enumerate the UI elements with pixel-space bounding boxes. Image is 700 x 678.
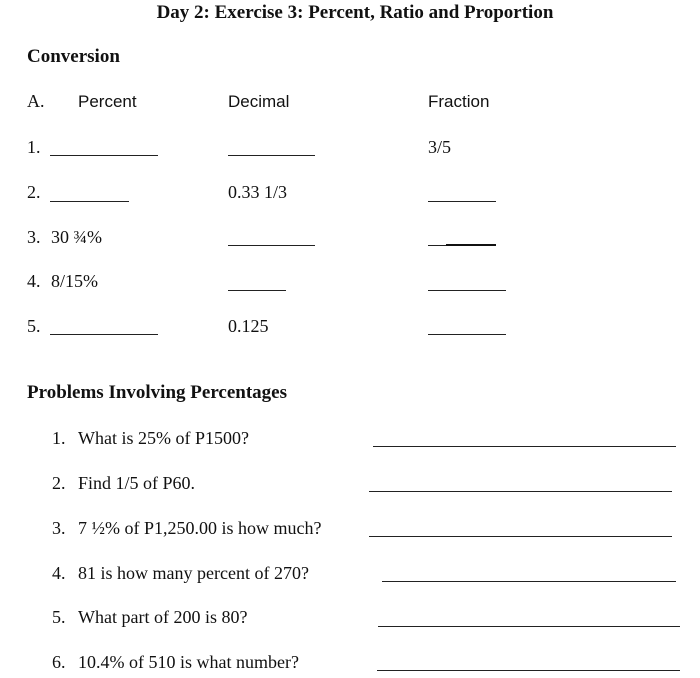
percent-answer-blank[interactable]: [50, 334, 158, 335]
problem-text: What part of 200 is 80?: [78, 607, 248, 627]
percent-value: 30 ¾%: [51, 227, 102, 247]
percent-answer-blank[interactable]: [50, 155, 158, 156]
problem-answer-blank[interactable]: [369, 536, 672, 537]
fraction-answer-blank[interactable]: [428, 290, 506, 291]
problem-answer-blank[interactable]: [382, 581, 676, 582]
problem-number: 2.: [52, 473, 66, 493]
row-number: 1.: [27, 137, 41, 157]
decimal-answer-blank[interactable]: [228, 290, 286, 291]
conversion-heading: Conversion: [27, 46, 120, 67]
problem-text: 81 is how many percent of 270?: [78, 563, 309, 583]
problems-heading: Problems Involving Percentages: [27, 382, 287, 403]
column-header-percent: Percent: [78, 92, 137, 111]
fraction-answer-blank[interactable]: [446, 244, 496, 246]
problem-number: 1.: [52, 428, 66, 448]
row-number: 5.: [27, 316, 41, 336]
problem-answer-blank[interactable]: [373, 446, 676, 447]
problem-text: What is 25% of P1500?: [78, 428, 249, 448]
decimal-value: 0.33 1/3: [228, 182, 288, 202]
fraction-answer-blank[interactable]: [428, 201, 496, 202]
section-label-a: A.: [27, 91, 45, 111]
decimal-answer-blank[interactable]: [228, 155, 315, 156]
fraction-answer-blank[interactable]: [428, 245, 446, 246]
percent-value: 8/15%: [51, 271, 98, 291]
decimal-value: 0.125: [228, 316, 269, 336]
column-header-fraction: Fraction: [428, 92, 490, 111]
problem-number: 3.: [52, 518, 66, 538]
problem-number: 4.: [52, 563, 66, 583]
column-header-decimal: Decimal: [228, 92, 290, 111]
page-title: Day 2: Exercise 3: Percent, Ratio and Proportion: [156, 2, 554, 23]
problem-text: 7 ½% of P1,250.00 is how much?: [78, 518, 322, 538]
fraction-answer-blank[interactable]: [428, 334, 506, 335]
problem-answer-blank[interactable]: [377, 670, 680, 671]
problem-answer-blank[interactable]: [378, 626, 680, 627]
fraction-value: 3/5: [428, 137, 452, 157]
problem-text: 10.4% of 510 is what number?: [78, 652, 299, 672]
row-number: 2.: [27, 182, 41, 202]
row-number: 4.: [27, 271, 41, 291]
row-number: 3.: [27, 227, 41, 247]
decimal-answer-blank[interactable]: [228, 245, 315, 246]
percent-answer-blank[interactable]: [50, 201, 129, 202]
problem-text: Find 1/5 of P60.: [78, 473, 196, 493]
problem-number: 5.: [52, 607, 66, 627]
problem-number: 6.: [52, 652, 66, 672]
problem-answer-blank[interactable]: [369, 491, 672, 492]
